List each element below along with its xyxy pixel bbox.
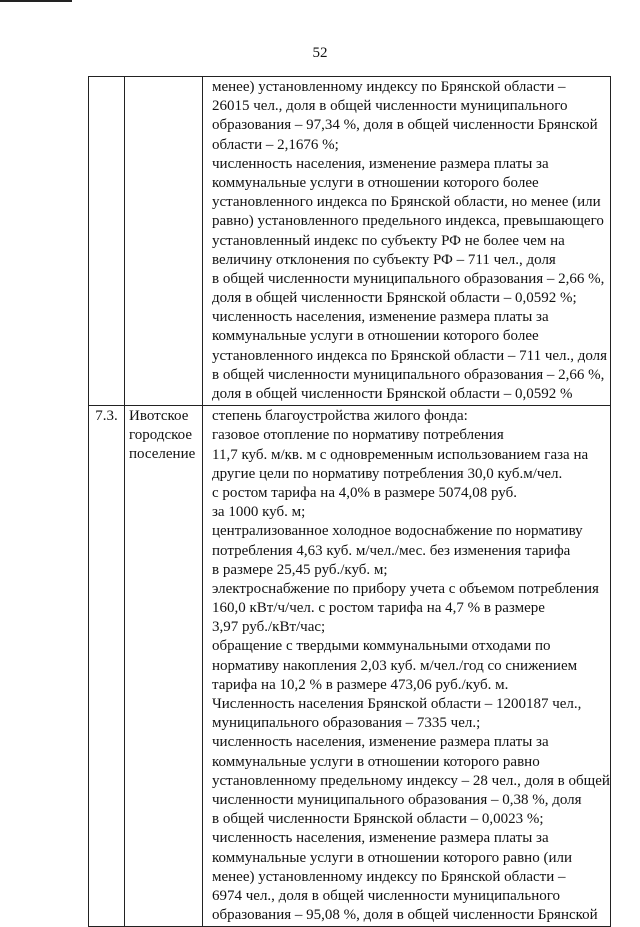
text-line: установленному предельному индексу – 28 чел., доля в общей	[212, 772, 610, 789]
text-line: централизованное холодное водоснабжение по нормативу	[212, 523, 583, 540]
text-line: Численность населения Брянской области – 1200187 чел.,	[212, 696, 582, 712]
text-line: доля в общей численности Брянской области – 0,0592 %	[212, 386, 573, 402]
settlement-name-cell	[125, 406, 203, 927]
text-line: коммунальные услуги в отношении которого равно	[212, 753, 540, 770]
text-line: менее) установленному индексу по Брянской области –	[212, 868, 566, 885]
text-line: электроснабжение по прибору учета с объемом потребления	[212, 580, 599, 597]
text-line: установленного индекса по Брянской области, но менее (или	[212, 194, 601, 211]
text-line: величину отклонения по субъекту РФ – 711 чел., доля	[212, 251, 556, 268]
text-line: коммунальные услуги в отношении которого более	[212, 328, 539, 345]
text-line: 3,97 руб./кВт/час;	[212, 619, 326, 636]
settlement-name-line: поселение	[129, 446, 196, 463]
text-line: в общей численности муниципального образования – 2,66 %,	[212, 270, 605, 287]
row-number-cell	[89, 77, 125, 406]
data-table	[88, 76, 611, 927]
text-line: коммунальные услуги в отношении которого равно (или	[212, 849, 572, 866]
table-body	[89, 77, 611, 927]
text-line: потребления 4,63 куб. м/чел./мес. без изменения тарифа	[212, 542, 571, 559]
text-line: коммунальные услуги в отношении которого более	[212, 174, 539, 191]
text-line: 26015 чел., доля в общей численности муниципального	[212, 98, 568, 115]
description-cell	[203, 77, 611, 406]
text-line: установленный индекс по субъекту РФ не более чем на	[212, 232, 565, 249]
text-line: муниципального образования – 7335 чел.;	[212, 715, 481, 732]
text-line: 11,7 куб. м/кв. м с одновременным использованием газа на	[212, 446, 589, 463]
text-line: другие цели по нормативу потребления 30,0 куб.м/чел.	[212, 465, 563, 482]
text-line: степень благоустройства жилого фонда:	[212, 408, 468, 425]
text-line: численность населения, изменение размера платы за	[212, 155, 549, 172]
description-cell	[203, 406, 611, 927]
text-line: обращение с твердыми коммунальными отходами по	[212, 638, 551, 655]
text-line: образования – 95,08 %, доля в общей численности Брянской	[212, 907, 598, 924]
settlement-name-line: Ивотское	[129, 408, 189, 425]
text-line: в размере 25,45 руб./куб. м;	[212, 561, 388, 578]
text-line: численность населения, изменение размера платы за	[212, 830, 549, 847]
text-line: образования – 97,34 %, доля в общей численности Брянской	[212, 117, 598, 134]
text-line: численности муниципального образования – 0,38 %, доля	[212, 791, 582, 808]
table-row	[89, 406, 611, 927]
text-line: численность населения, изменение размера платы за	[212, 734, 549, 751]
text-line: тарифа на 10,2 % в размере 473,06 руб./куб. м.	[212, 676, 509, 693]
text-line: численность населения, изменение размера платы за	[212, 309, 549, 326]
text-line: менее) установленному индексу по Брянской области –	[212, 79, 566, 95]
text-line: области – 2,1676 %;	[212, 136, 339, 153]
text-line: в общей численности Брянской области – 0,0023 %;	[212, 811, 544, 828]
top-edge-mark	[0, 0, 72, 2]
text-line: установленного индекса по Брянской области – 711 чел., доля	[212, 347, 608, 364]
text-line: нормативу накопления 2,03 куб. м/чел./год со снижением	[212, 657, 578, 674]
settlement-name-cell	[125, 77, 203, 406]
settlement-name-line: городское	[129, 427, 193, 444]
text-line: равно) установленного предельного индекса, превышающего	[212, 213, 604, 230]
text-line: с ростом тарифа на 4,0% в размере 5074,08 руб.	[212, 484, 517, 501]
text-line: 160,0 кВт/ч/чел. с ростом тарифа на 4,7 % в размере	[212, 600, 545, 617]
text-line: в общей численности муниципального образования – 2,66 %,	[212, 366, 605, 383]
text-line: за 1000 куб. м;	[212, 504, 306, 521]
text-line: 6974 чел., доля в общей численности муниципального	[212, 887, 561, 904]
page-number: 52	[312, 45, 328, 61]
text-line: доля в общей численности Брянской области – 0,0592 %;	[212, 290, 577, 307]
table-row	[89, 77, 611, 406]
row-number-cell: 7.3.	[89, 406, 125, 927]
text-line: газовое отопление по нормативу потребления	[212, 427, 504, 444]
